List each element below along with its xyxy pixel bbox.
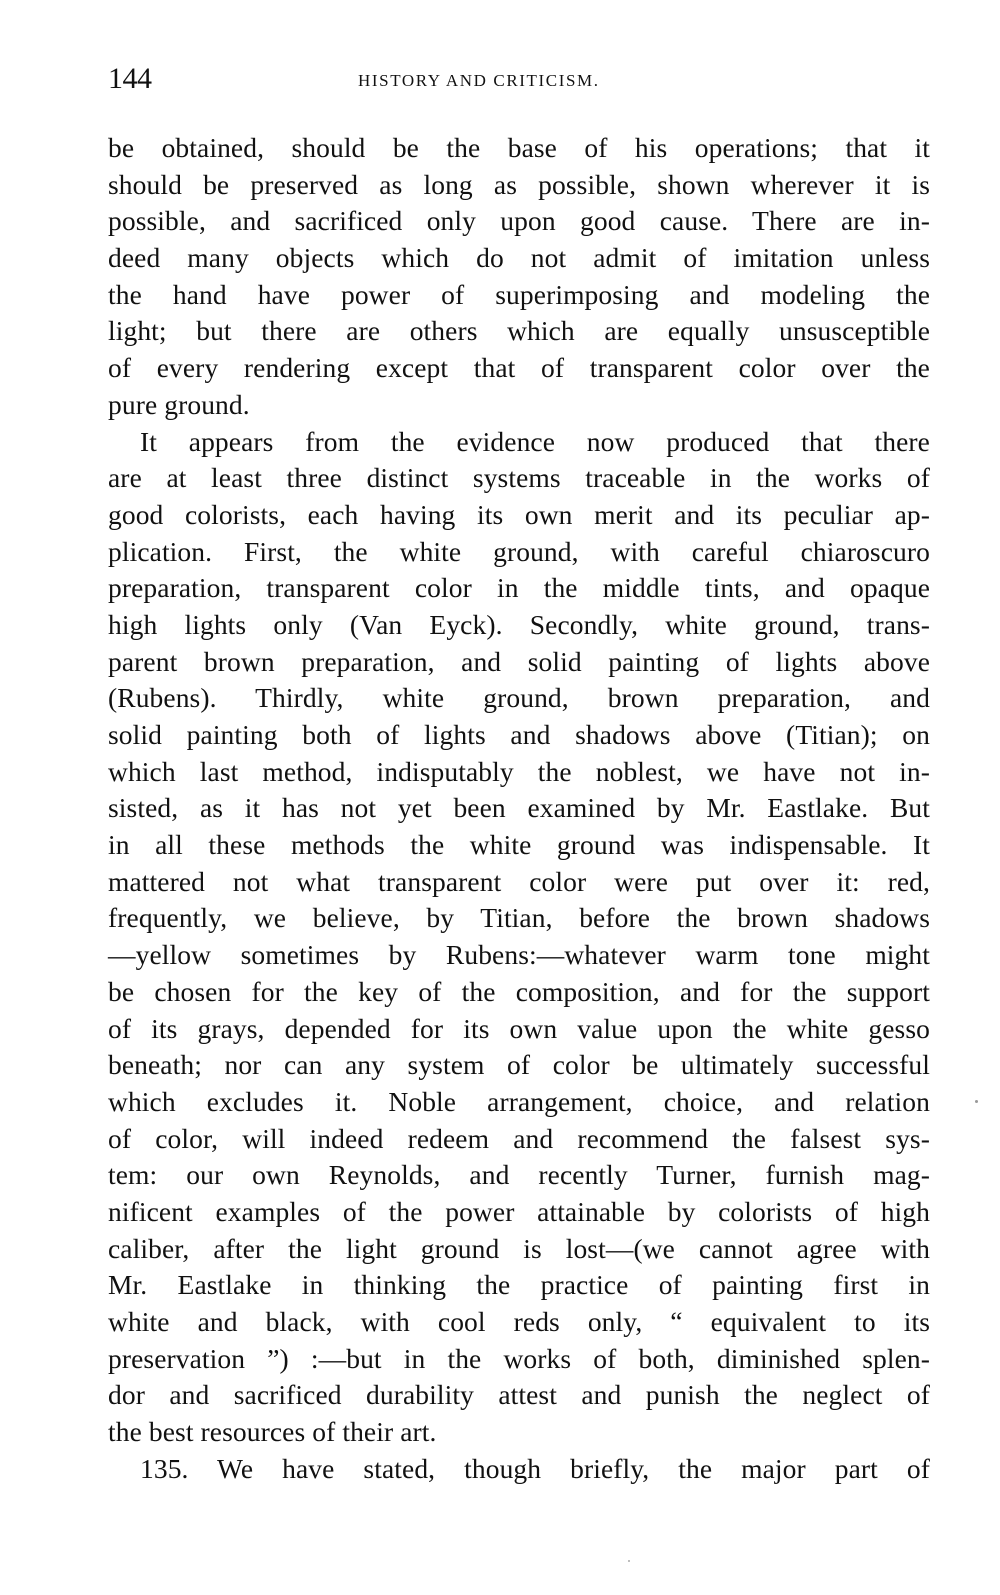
text-line: should be preserved as long as possible, shown wherever it is — [108, 168, 930, 200]
paragraph-continuation — [108, 130, 930, 424]
text-line: sisted, as it has not yet been examined by Mr. Eastlake. But — [108, 792, 930, 824]
text-line: preparation, transparent color in the middle tints, and opaque — [108, 572, 930, 604]
page-number: 144 — [108, 62, 152, 95]
running-head — [108, 62, 930, 102]
text-line: light; but there are others which are equally unsusceptible — [108, 315, 930, 347]
text-line: good colorists, each having its own merit and its peculiar ap- — [108, 498, 930, 530]
text-line: preservation ”) :—but in the works of both, diminished splen- — [108, 1342, 930, 1374]
text-line: possible, and sacrificed only upon good cause. There are in- — [108, 205, 930, 237]
text-line: dor and sacrificed durability attest and punish the neglect of — [108, 1379, 930, 1411]
text-line: which last method, indisputably the noblest, we have not in- — [108, 755, 930, 787]
text-line: caliber, after the light ground is lost—(we cannot agree with — [108, 1232, 930, 1264]
text-line: the hand have power of superimposing and modeling the — [108, 278, 930, 310]
text-line: of its grays, depended for its own value upon the white gesso — [108, 1012, 930, 1044]
text-line: beneath; nor can any system of color be ultimately successful — [108, 1049, 930, 1081]
text-line: of color, will indeed redeem and recommend the falsest sys- — [108, 1122, 930, 1154]
text-line: parent brown preparation, and solid painting of lights above — [108, 645, 930, 677]
text-line: the best resources of their art. — [108, 1416, 437, 1448]
text-line: deed many objects which do not admit of imitation unless — [108, 242, 930, 274]
text-line: (Rubens). Thirdly, white ground, brown preparation, and — [108, 682, 930, 714]
scan-speck — [628, 1560, 630, 1562]
text-line: of every rendering except that of transparent color over the — [108, 352, 930, 384]
paragraph-section-135 — [108, 1451, 930, 1488]
text-line: pure ground. — [108, 388, 250, 420]
running-title: HISTORY AND CRITICISM. — [358, 71, 600, 90]
text-line: are at least three distinct systems traceable in the works of — [108, 462, 930, 494]
text-line: plication. First, the white ground, with careful chiaroscuro — [108, 535, 930, 567]
text-line: 135. We have stated, though briefly, the major part of — [140, 1452, 930, 1484]
text-line: nificent examples of the power attainable by colorists of high — [108, 1195, 930, 1227]
margin-speck — [975, 1100, 978, 1103]
text-line: It appears from the evidence now produced that there — [140, 425, 930, 457]
text-line: which excludes it. Noble arrangement, choice, and relation — [108, 1085, 930, 1117]
text-line: Mr. Eastlake in thinking the practice of painting first in — [108, 1269, 930, 1301]
text-line: tem: our own Reynolds, and recently Turner, furnish mag- — [108, 1159, 930, 1191]
text-line: be chosen for the key of the composition, and for the support — [108, 975, 930, 1007]
body-text — [108, 130, 930, 1487]
paragraph-three-systems — [108, 424, 930, 1451]
text-line: white and black, with cool reds only, “ equivalent to its — [108, 1306, 930, 1337]
text-line: high lights only (Van Eyck). Secondly, white ground, trans- — [108, 608, 930, 640]
text-line: be obtained, should be the base of his operations; that it — [108, 132, 930, 163]
text-line: —yellow sometimes by Rubens:—whatever warm tone might — [108, 939, 930, 971]
text-line: in all these methods the white ground was indispensable. It — [108, 829, 930, 861]
text-line: solid painting both of lights and shadows above (Titian); on — [108, 719, 930, 750]
text-line: mattered not what transparent color were put over it: red, — [108, 865, 930, 897]
text-line: frequently, we believe, by Titian, before the brown shadows — [108, 902, 930, 934]
